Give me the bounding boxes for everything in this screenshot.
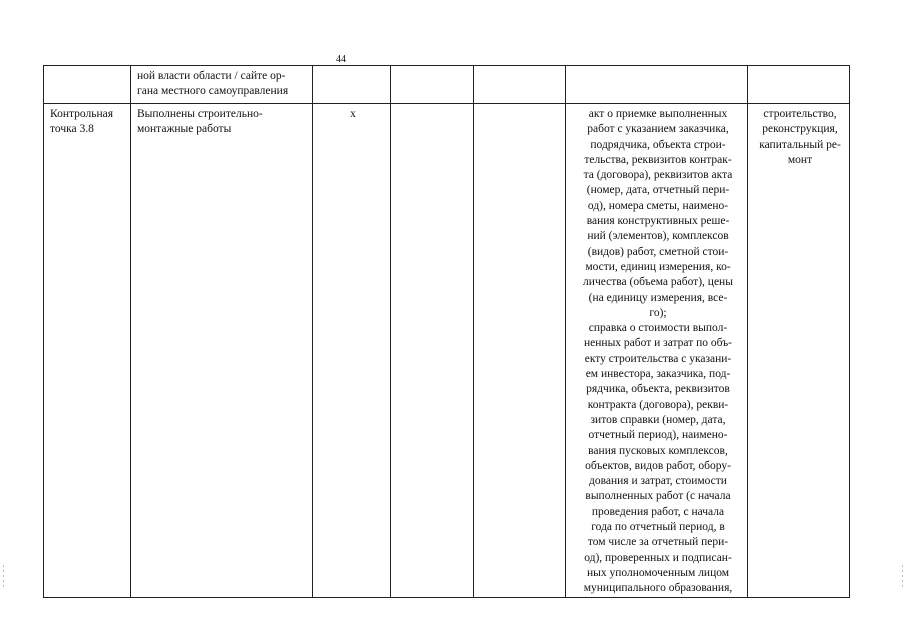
cell-document	[566, 66, 748, 104]
table-row-continuation	[44, 66, 850, 104]
cell-object-type	[748, 66, 850, 104]
text-line: та (договора), реквизитов акта	[583, 169, 733, 182]
text-line: муниципального образования,	[583, 582, 733, 595]
scan-edge-mark-right	[902, 565, 903, 587]
text-line: мости, единиц измерения, ко-	[585, 260, 731, 273]
text-line: справка о стоимости выпол-	[588, 322, 728, 335]
page-number: 44	[336, 54, 346, 65]
cell-col3	[313, 66, 391, 104]
text-line: подрядчика, объекта строи-	[590, 138, 726, 151]
text-line: (на единицу измерения, все-	[588, 291, 728, 304]
text-line: дования и затрат, стоимости	[589, 475, 727, 488]
text-line: строительство,	[763, 108, 837, 120]
text-line: рядчика, объекта, реквизитов	[586, 383, 730, 396]
text-line: ем инвестора, заказчика, под-	[585, 368, 731, 381]
text-line: од), номера сметы, наимено-	[587, 199, 729, 212]
cell-col5	[474, 66, 566, 104]
cell-object-type	[748, 104, 850, 598]
cell-mark: х	[313, 104, 391, 598]
text-line: выполненных работ (с начала	[585, 490, 731, 503]
cell-document	[566, 104, 748, 598]
text-line: од), проверенных и подписан-	[584, 551, 732, 564]
text-line: реконструкция,	[762, 123, 838, 136]
text-line: акт о приемке выполненных	[588, 108, 728, 120]
text-line: капитальный ре-	[759, 138, 841, 151]
text-line: вания конструктивных реше-	[586, 215, 730, 228]
text-line: работ с указанием заказчика,	[587, 123, 729, 136]
cell-col4	[391, 104, 474, 598]
scan-edge-mark-left	[3, 565, 4, 587]
text-line: объектов, видов работ, обору-	[585, 459, 731, 472]
text-line: зитов справки (номер, дата,	[590, 413, 726, 426]
text-line: тельства, реквизитов контрак-	[584, 153, 732, 166]
cell-control-point	[44, 66, 131, 104]
text-line: екту строительства с указани-	[584, 352, 732, 365]
text-line: го);	[649, 306, 667, 319]
text-line: (видов) работ, сметной стои-	[587, 245, 729, 258]
text-line: проведения работ, с начала	[591, 505, 725, 518]
text-line: (номер, дата, отчетный пери-	[586, 184, 730, 197]
text-line: вания пусковых комплексов,	[588, 444, 728, 457]
cell-control-point: Контрольная точка 3.8	[44, 104, 131, 598]
text-line: монт	[787, 153, 813, 166]
text-line: контракта (договора), рекви-	[587, 398, 729, 411]
text-line: ненных работ и затрат по объ-	[584, 337, 732, 350]
document-table	[43, 65, 850, 598]
continued-text: ной власти области / сайте ор- гана местного самоуправления	[137, 70, 289, 98]
document-text	[572, 107, 744, 597]
cell-event-description	[131, 66, 313, 104]
cell-col5	[474, 104, 566, 598]
text-line: ных уполномоченным лицом	[586, 566, 730, 579]
text-line: года по отчетный период, в	[591, 521, 725, 534]
text-line: том числе за отчетный пери-	[587, 536, 729, 549]
text-line: личества (объема работ), цены	[583, 276, 733, 289]
cell-event-description: Выполнены строительно- монтажные работы	[131, 104, 313, 598]
table-row-control-point	[44, 104, 850, 598]
object-type-text	[754, 107, 846, 168]
text-line: ний (элементов), комплексов	[587, 230, 729, 243]
cell-col4	[391, 66, 474, 104]
text-line: отчетный период), наимено-	[588, 429, 728, 442]
